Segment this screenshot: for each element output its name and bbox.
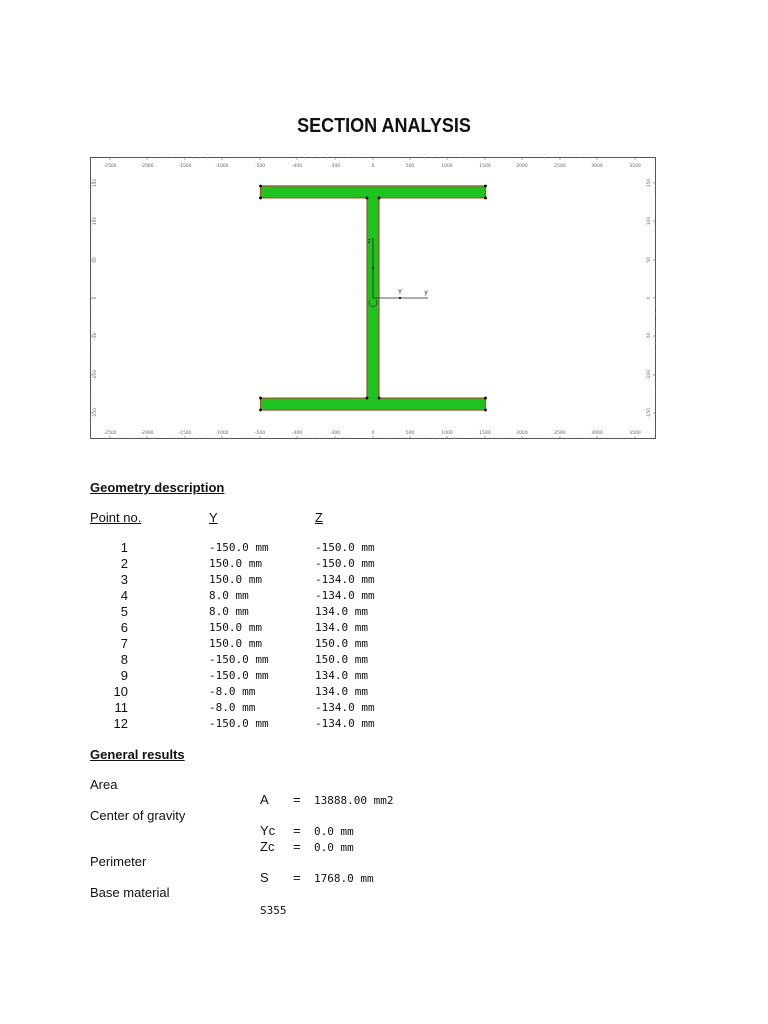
bottom-tick-label: 500 bbox=[405, 431, 415, 436]
area-label: Area bbox=[90, 777, 118, 792]
material-label: Base material bbox=[90, 885, 170, 900]
bottom-tick-label: 3000 bbox=[591, 431, 603, 436]
right-tick-label: 100 bbox=[647, 216, 652, 226]
yc-symbol: Yc bbox=[260, 823, 276, 838]
table-row bbox=[0, 540, 768, 556]
right-tick-label: 50 bbox=[647, 257, 652, 263]
top-tick-label: -2500 bbox=[103, 164, 117, 169]
table-row bbox=[0, 604, 768, 620]
bottom-tick-label: -300 bbox=[329, 431, 341, 436]
point-z: 134.0 mm bbox=[315, 669, 368, 682]
point-z: -150.0 mm bbox=[315, 557, 375, 570]
axis-y2-label: y bbox=[424, 289, 428, 296]
top-tick-label: 1500 bbox=[479, 164, 491, 169]
top-tick-label: 1000 bbox=[441, 164, 453, 169]
bottom-tick-label: 2000 bbox=[516, 431, 528, 436]
table-row bbox=[0, 588, 768, 604]
table-row bbox=[0, 636, 768, 652]
point-z: -134.0 mm bbox=[315, 717, 375, 730]
bottom-tick-label: -2000 bbox=[140, 431, 154, 436]
table-row bbox=[0, 620, 768, 636]
point-y: -150.0 mm bbox=[209, 717, 269, 730]
point-number: 12 bbox=[113, 716, 128, 731]
point-z: 134.0 mm bbox=[315, 685, 368, 698]
point-y: 150.0 mm bbox=[209, 621, 262, 634]
area-equals: = bbox=[293, 792, 301, 807]
point-number: 2 bbox=[120, 556, 128, 571]
point-number: 9 bbox=[120, 668, 128, 683]
table-row bbox=[0, 716, 768, 732]
bottom-tick-label: 0 bbox=[371, 431, 375, 436]
table-row bbox=[0, 572, 768, 588]
top-tick-label: 3000 bbox=[591, 164, 603, 169]
yc-value: 0.0 mm bbox=[314, 825, 354, 838]
section-vertex bbox=[259, 409, 262, 412]
z-axis-marker bbox=[372, 267, 374, 269]
point-z: 134.0 mm bbox=[315, 605, 368, 618]
perimeter-label: Perimeter bbox=[90, 854, 147, 869]
left-tick-label: 0 bbox=[93, 296, 98, 300]
point-z: -134.0 mm bbox=[315, 589, 375, 602]
right-tick-label: 150 bbox=[647, 178, 652, 188]
area-value: 13888.00 mm2 bbox=[314, 794, 394, 807]
point-number: 8 bbox=[120, 652, 128, 667]
perimeter-value: 1768.0 mm bbox=[314, 872, 374, 885]
bottom-tick-label: -1000 bbox=[215, 431, 229, 436]
bottom-tick-label: -500 bbox=[254, 431, 266, 436]
top-tick-label: -400 bbox=[291, 164, 303, 169]
col-point-header: Point no. bbox=[90, 510, 142, 525]
point-number: 7 bbox=[120, 636, 128, 651]
axis-z-label: Z bbox=[367, 239, 371, 245]
section-vertex bbox=[366, 197, 369, 200]
zc-equals: = bbox=[293, 839, 301, 854]
section-drawing bbox=[90, 157, 656, 439]
point-y: -8.0 mm bbox=[209, 685, 256, 698]
section-vertex bbox=[259, 197, 262, 200]
point-number: 11 bbox=[114, 700, 128, 715]
point-number: 5 bbox=[120, 604, 128, 619]
page-title: SECTION ANALYSIS bbox=[297, 115, 471, 137]
section-vertex bbox=[484, 185, 487, 188]
table-row bbox=[0, 684, 768, 700]
section-vertex bbox=[259, 185, 262, 188]
bottom-tick-label: -1500 bbox=[178, 431, 192, 436]
left-tick-label: -150 bbox=[93, 407, 98, 419]
cog-label: Center of gravity bbox=[90, 808, 186, 823]
point-y: 8.0 mm bbox=[209, 605, 249, 618]
top-tick-label: 0 bbox=[371, 164, 375, 169]
point-z: -134.0 mm bbox=[315, 573, 375, 586]
section-vertex bbox=[484, 197, 487, 200]
top-tick-label: -2000 bbox=[140, 164, 154, 169]
col-z-header: Z bbox=[315, 510, 323, 525]
section-drawing-svg bbox=[90, 157, 656, 439]
left-tick-label: -100 bbox=[93, 369, 98, 381]
results-heading: General results bbox=[90, 747, 185, 762]
perimeter-symbol: S bbox=[260, 870, 269, 885]
axis-y-label: Y bbox=[398, 289, 402, 296]
material-value: S355 bbox=[260, 904, 287, 917]
point-number: 6 bbox=[120, 620, 128, 635]
point-y: 8.0 mm bbox=[209, 589, 249, 602]
point-number: 4 bbox=[120, 588, 128, 603]
left-tick-label: -50 bbox=[93, 332, 98, 340]
point-y: -150.0 mm bbox=[209, 653, 269, 666]
top-tick-label: 2500 bbox=[554, 164, 566, 169]
left-tick-label: 50 bbox=[93, 257, 98, 263]
point-y: 150.0 mm bbox=[209, 557, 262, 570]
table-row bbox=[0, 556, 768, 572]
top-tick-label: -300 bbox=[329, 164, 341, 169]
section-vertex bbox=[484, 409, 487, 412]
left-tick-label: 150 bbox=[93, 178, 98, 188]
top-tick-label: -1000 bbox=[215, 164, 229, 169]
section-vertex bbox=[484, 397, 487, 400]
point-y: 150.0 mm bbox=[209, 573, 262, 586]
section-vertex bbox=[259, 397, 262, 400]
col-y-header: Y bbox=[209, 510, 218, 525]
top-tick-label: 500 bbox=[405, 164, 415, 169]
area-symbol: A bbox=[260, 792, 269, 807]
top-tick-label: -500 bbox=[254, 164, 266, 169]
bottom-tick-label: -2500 bbox=[103, 431, 117, 436]
point-z: 150.0 mm bbox=[315, 653, 368, 666]
zc-symbol: Zc bbox=[260, 839, 275, 854]
perimeter-equals: = bbox=[293, 870, 301, 885]
left-tick-label: 100 bbox=[93, 216, 98, 226]
right-tick-label: -100 bbox=[647, 369, 652, 381]
bottom-tick-label: 1500 bbox=[479, 431, 491, 436]
right-tick-label: -150 bbox=[647, 407, 652, 419]
right-tick-label: 0 bbox=[647, 296, 652, 300]
y-axis-marker bbox=[399, 297, 401, 299]
point-y: -150.0 mm bbox=[209, 669, 269, 682]
point-y: -8.0 mm bbox=[209, 701, 256, 714]
point-z: -150.0 mm bbox=[315, 541, 375, 554]
table-row bbox=[0, 668, 768, 684]
bottom-tick-label: -400 bbox=[291, 431, 303, 436]
top-tick-label: 2000 bbox=[516, 164, 528, 169]
zc-value: 0.0 mm bbox=[314, 841, 354, 854]
table-row bbox=[0, 700, 768, 716]
point-number: 10 bbox=[113, 684, 128, 699]
point-z: -134.0 mm bbox=[315, 701, 375, 714]
bottom-tick-label: 2500 bbox=[554, 431, 566, 436]
point-y: -150.0 mm bbox=[209, 541, 269, 554]
section-vertex bbox=[366, 397, 369, 400]
point-z: 150.0 mm bbox=[315, 637, 368, 650]
point-number: 3 bbox=[120, 572, 128, 587]
point-number: 1 bbox=[120, 540, 128, 555]
section-vertex bbox=[378, 397, 381, 400]
top-tick-label: 3500 bbox=[629, 164, 641, 169]
geometry-heading: Geometry description bbox=[90, 480, 225, 495]
point-z: 134.0 mm bbox=[315, 621, 368, 634]
point-y: 150.0 mm bbox=[209, 637, 262, 650]
right-tick-label: -50 bbox=[647, 332, 652, 340]
table-row bbox=[0, 652, 768, 668]
section-vertex bbox=[378, 197, 381, 200]
bottom-tick-label: 3500 bbox=[629, 431, 641, 436]
bottom-tick-label: 1000 bbox=[441, 431, 453, 436]
top-tick-label: -1500 bbox=[178, 164, 192, 169]
yc-equals: = bbox=[293, 823, 301, 838]
